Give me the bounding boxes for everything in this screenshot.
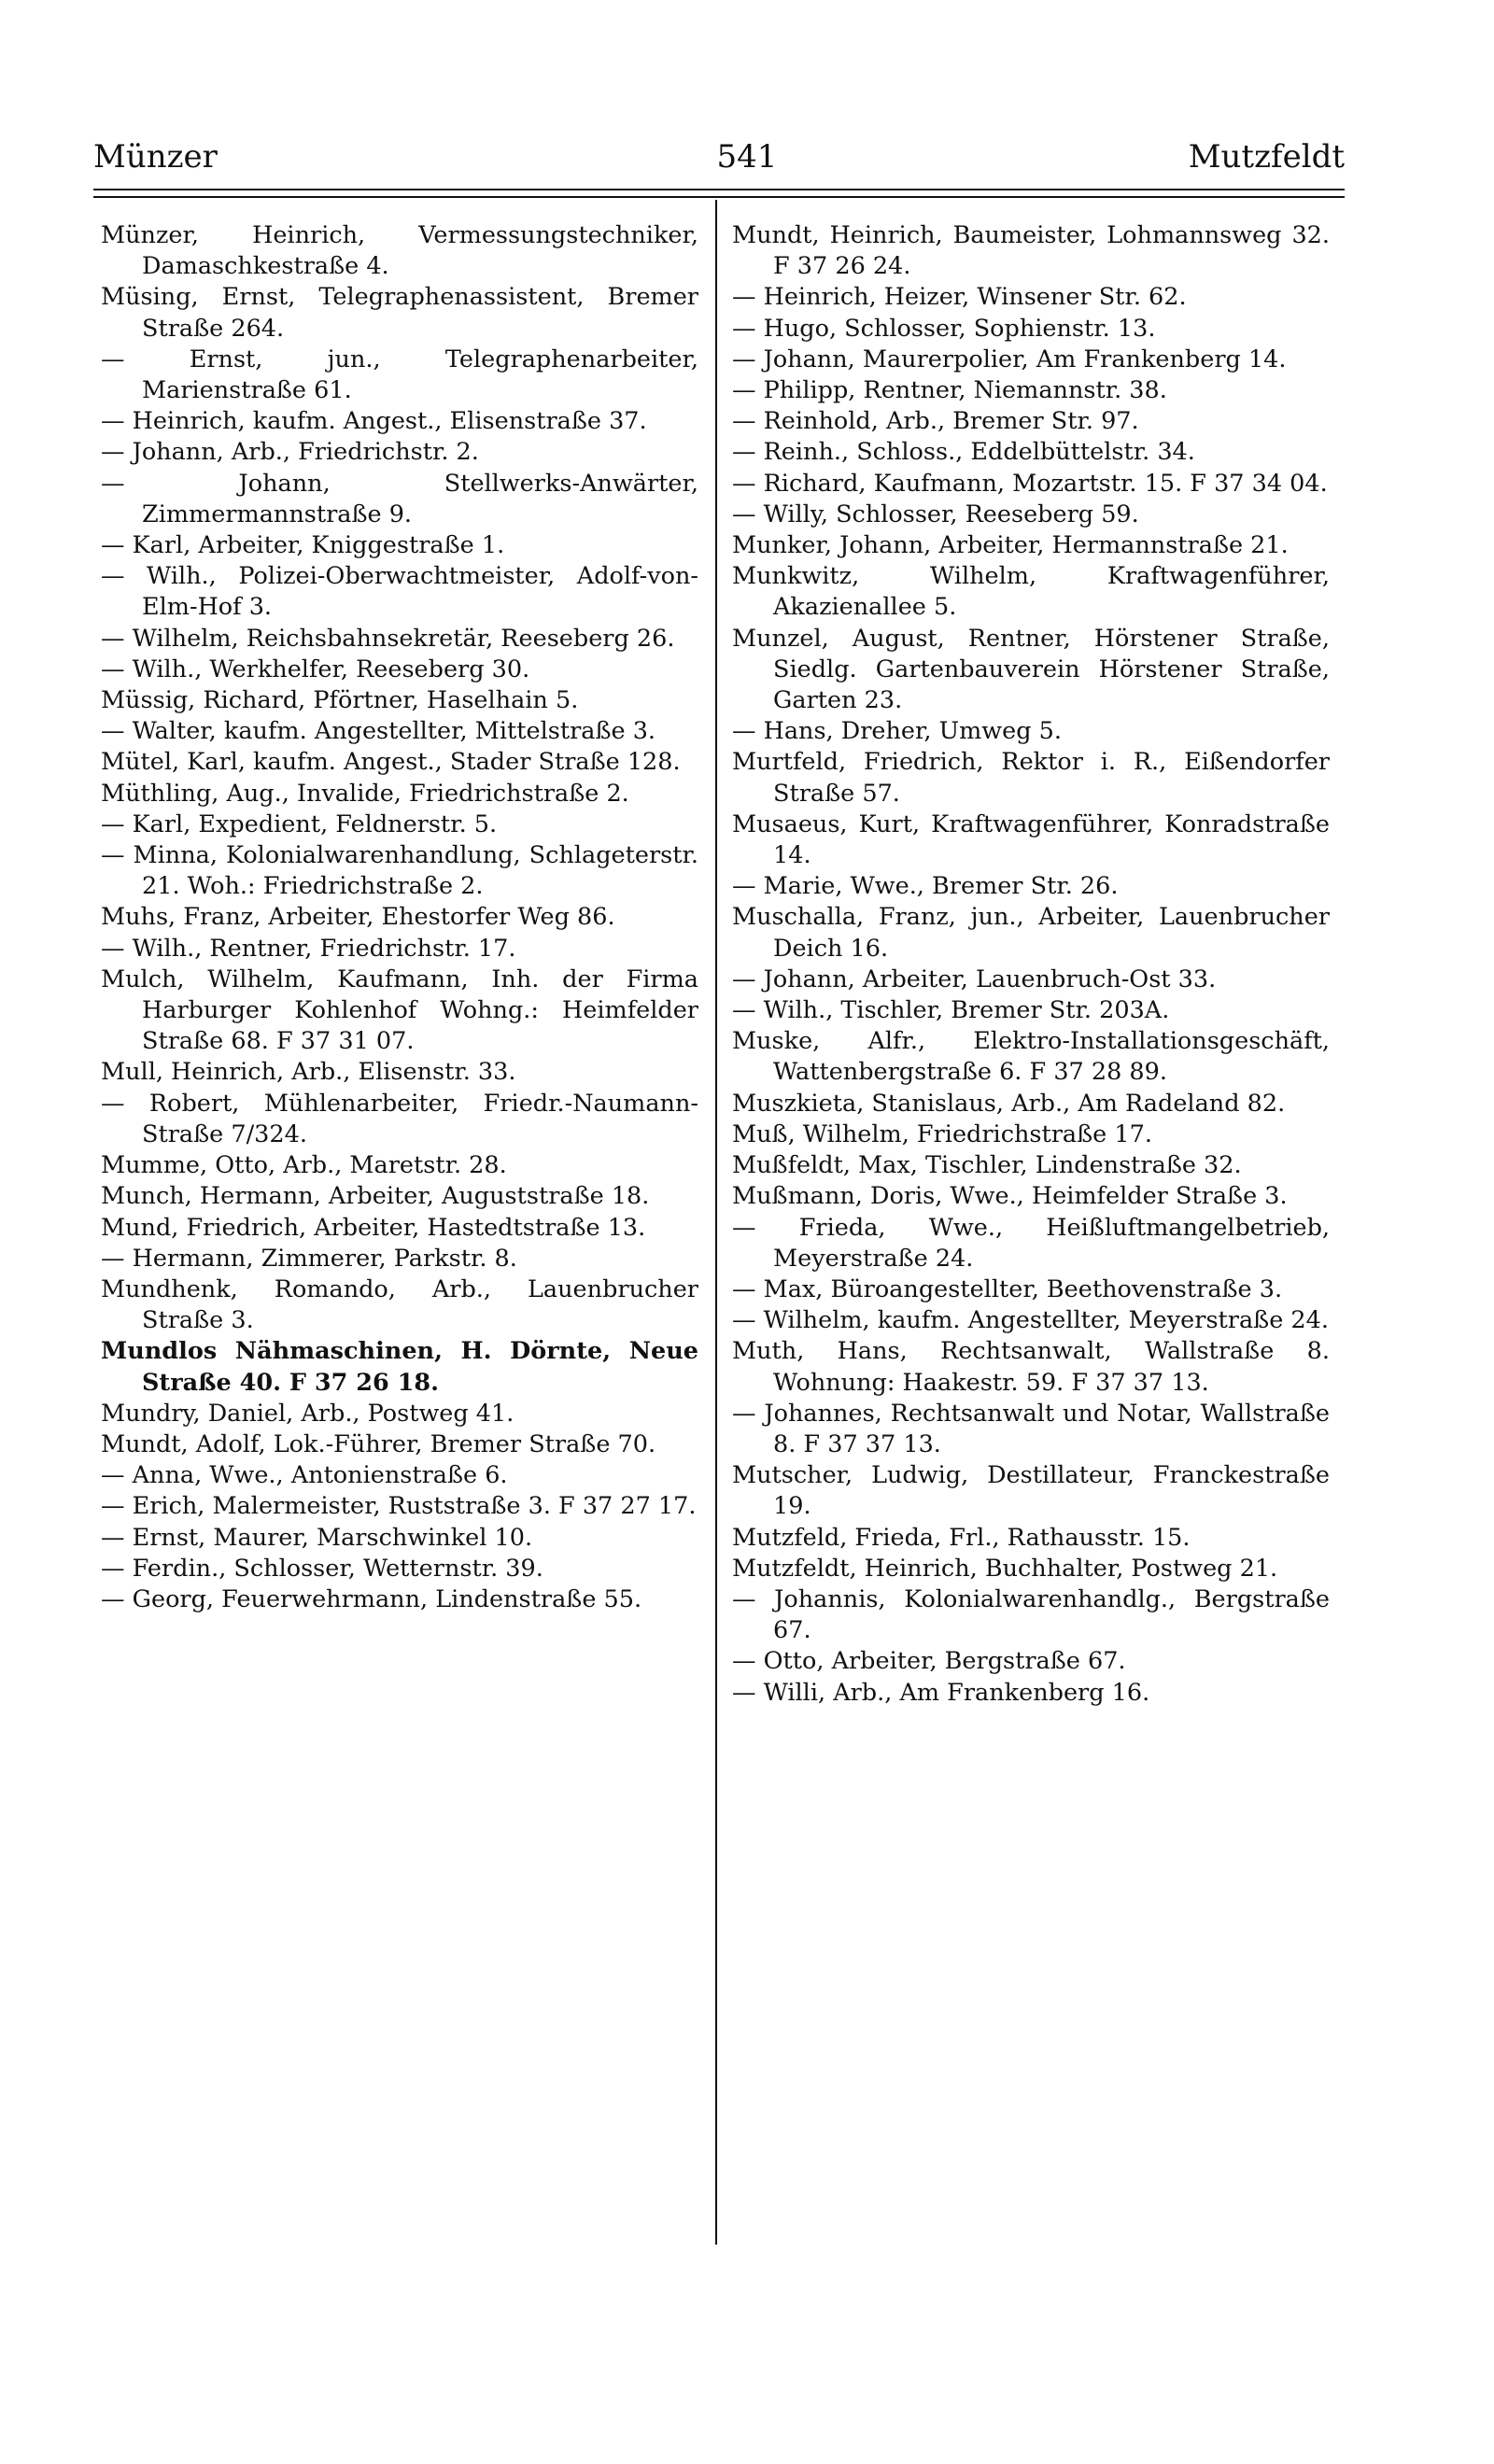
running-head-right: Mutzfeldt [1188, 138, 1345, 176]
directory-entry: Muschalla, Franz, jun., Arbeiter, Lauenbrucher Deich 16. [732, 903, 1330, 963]
directory-entry: — Walter, kaufm. Angestellter, Mittelstraße 3. [101, 717, 656, 746]
directory-entry: — Robert, Mühlenarbeiter, Friedr.-Naumann-Straße 7/324. [101, 1089, 698, 1148]
directory-entry: — Marie, Wwe., Bremer Str. 26. [732, 872, 1119, 901]
directory-entry: — Wilh., Werkhelfer, Reeseberg 30. [101, 655, 530, 683]
directory-entry: Mundry, Daniel, Arb., Postweg 41. [101, 1399, 514, 1428]
directory-entry: — Richard, Kaufmann, Mozartstr. 15. F 37 34 04. [732, 469, 1328, 498]
directory-entry: — Philipp, Rentner, Niemannstr. 38. [732, 376, 1167, 405]
directory-entry: Muhs, Franz, Arbeiter, Ehestorfer Weg 86. [101, 903, 615, 932]
directory-entry: Musaeus, Kurt, Kraftwagenführer, Konradstraße 14. [732, 810, 1330, 870]
header-rule-top [93, 189, 1345, 190]
column-divider [715, 200, 717, 2245]
directory-entry: Mulch, Wilhelm, Kaufmann, Inh. der Firma Harburger Kohlenhof Wohng.: Heimfelder Straße 68. F 37 31 07. [101, 964, 698, 1056]
directory-entry: Murtfeld, Friedrich, Rektor i. R., Eißendorfer Straße 57. [732, 748, 1330, 808]
directory-entry: Munzel, August, Rentner, Hörstener Straße, Siedlg. Gartenbauverein Hörstener Straße, Garten 23. [732, 624, 1330, 715]
directory-entry: — Hugo, Schlosser, Sophienstr. 13. [732, 314, 1156, 343]
directory-entry: Munkwitz, Wilhelm, Kraftwagenführer, Akazienallee 5. [732, 562, 1330, 622]
directory-entry: Mußfeldt, Max, Tischler, Lindenstraße 32. [732, 1151, 1242, 1180]
directory-entry: Mund, Friedrich, Arbeiter, Hastedtstraße 13. [101, 1213, 646, 1242]
directory-entry: — Max, Büroangestellter, Beethovenstraße 3. [732, 1274, 1283, 1303]
directory-entry: Mutscher, Ludwig, Destillateur, Franckestraße 19. [732, 1461, 1330, 1521]
running-head-left: Münzer [93, 138, 218, 176]
directory-entry: — Wilhelm, Reichsbahnsekretär, Reeseberg 26. [101, 624, 675, 653]
directory-entry: Muß, Wilhelm, Friedrichstraße 17. [732, 1119, 1152, 1148]
directory-entry: — Otto, Arbeiter, Bergstraße 67. [732, 1647, 1126, 1676]
directory-entry: — Heinrich, Heizer, Winsener Str. 62. [732, 283, 1187, 312]
left-column [101, 220, 698, 1615]
directory-entry: — Johann, Maurerpolier, Am Frankenberg 14. [732, 345, 1287, 373]
directory-entry: — Willi, Arb., Am Frankenberg 16. [732, 1678, 1150, 1707]
directory-entry: Mumme, Otto, Arb., Maretstr. 28. [101, 1151, 507, 1180]
directory-entry: Müsing, Ernst, Telegraphenassistent, Bremer Straße 264. [101, 283, 698, 343]
directory-entry: — Georg, Feuerwehrmann, Lindenstraße 55. [101, 1584, 642, 1613]
directory-entry: Mundt, Heinrich, Baumeister, Lohmannsweg 32. F 37 26 24. [732, 221, 1330, 281]
directory-entry: Mütel, Karl, kaufm. Angest., Stader Straße 128. [101, 748, 681, 777]
directory-entry: Munker, Johann, Arbeiter, Hermannstraße 21. [732, 531, 1289, 560]
directory-entry: — Karl, Arbeiter, Kniggestraße 1. [101, 531, 505, 560]
directory-entry: — Johannes, Rechtsanwalt und Notar, Wallstraße 8. F 37 37 13. [732, 1399, 1330, 1458]
directory-entry: — Ernst, Maurer, Marschwinkel 10. [101, 1523, 533, 1552]
directory-entry: — Anna, Wwe., Antonienstraße 6. [101, 1461, 508, 1490]
directory-entry: Mutzfeld, Frieda, Frl., Rathausstr. 15. [732, 1523, 1191, 1552]
directory-entry: Muszkieta, Stanislaus, Arb., Am Radeland 82. [732, 1089, 1286, 1118]
directory-entry: Münzer, Heinrich, Vermessungstechniker, Damaschkestraße 4. [101, 221, 698, 281]
directory-entry: — Johann, Arbeiter, Lauenbruch-Ost 33. [732, 964, 1217, 993]
directory-entry: — Ernst, jun., Telegraphenarbeiter, Marienstraße 61. [101, 345, 698, 405]
directory-entry: Munch, Hermann, Arbeiter, Auguststraße 18. [101, 1182, 650, 1211]
directory-entry: Mußmann, Doris, Wwe., Heimfelder Straße 3. [732, 1182, 1288, 1211]
directory-entry: Muth, Hans, Rechtsanwalt, Wallstraße 8. Wohnung: Haakestr. 59. F 37 37 13. [732, 1337, 1330, 1397]
directory-entry: — Reinhold, Arb., Bremer Str. 97. [732, 407, 1139, 436]
directory-entry: — Hans, Dreher, Umweg 5. [732, 717, 1062, 746]
directory-entry: — Wilh., Tischler, Bremer Str. 203A. [732, 996, 1170, 1025]
directory-entry: — Reinh., Schloss., Eddelbüttelstr. 34. [732, 438, 1195, 467]
header-rule-bottom [93, 196, 1345, 198]
directory-entry: — Willy, Schlosser, Reeseberg 59. [732, 500, 1139, 528]
directory-entry: Mundlos Nähmaschinen, H. Dörnte, Neue Straße 40. F 37 26 18. [101, 1337, 698, 1397]
directory-entry: — Frieda, Wwe., Heißluftmangelbetrieb, Meyerstraße 24. [732, 1213, 1330, 1273]
directory-entry: — Johann, Arb., Friedrichstr. 2. [101, 438, 479, 467]
directory-entry: — Johann, Stellwerks-Anwärter, Zimmermannstraße 9. [101, 469, 698, 528]
directory-entry: Müssig, Richard, Pförtner, Haselhain 5. [101, 686, 579, 715]
directory-entry: — Johannis, Kolonialwarenhandlg., Bergstraße 67. [732, 1584, 1330, 1645]
directory-entry: Mundhenk, Romando, Arb., Lauenbrucher Straße 3. [101, 1274, 698, 1335]
directory-entry: Muske, Alfr., Elektro-Installationsgeschäft, Wattenbergstraße 6. F 37 28 89. [732, 1027, 1330, 1087]
page-number: 541 [716, 138, 778, 176]
directory-entry: Mutzfeldt, Heinrich, Buchhalter, Postweg 21. [732, 1554, 1278, 1583]
directory-entry: — Erich, Malermeister, Ruststraße 3. F 37 27 17. [101, 1492, 697, 1521]
directory-entry: — Ferdin., Schlosser, Wetternstr. 39. [101, 1554, 543, 1583]
directory-entry: — Minna, Kolonialwarenhandlung, Schlageterstr. 21. Woh.: Friedrichstraße 2. [101, 841, 698, 901]
right-column [732, 220, 1330, 1709]
directory-entry: — Wilh., Rentner, Friedrichstr. 17. [101, 934, 516, 963]
directory-entry: — Wilh., Polizei-Oberwachtmeister, Adolf-von-Elm-Hof 3. [101, 562, 698, 622]
directory-entry: Mull, Heinrich, Arb., Elisenstr. 33. [101, 1058, 516, 1087]
directory-entry: — Heinrich, kaufm. Angest., Elisenstraße 37. [101, 407, 647, 436]
directory-entry: Mundt, Adolf, Lok.-Führer, Bremer Straße 70. [101, 1429, 656, 1458]
directory-entry: — Hermann, Zimmerer, Parkstr. 8. [101, 1244, 517, 1273]
directory-entry: Müthling, Aug., Invalide, Friedrichstraße 2. [101, 779, 629, 808]
directory-entry: — Karl, Expedient, Feldnerstr. 5. [101, 810, 498, 838]
directory-entry: — Wilhelm, kaufm. Angestellter, Meyerstraße 24. [732, 1306, 1329, 1335]
